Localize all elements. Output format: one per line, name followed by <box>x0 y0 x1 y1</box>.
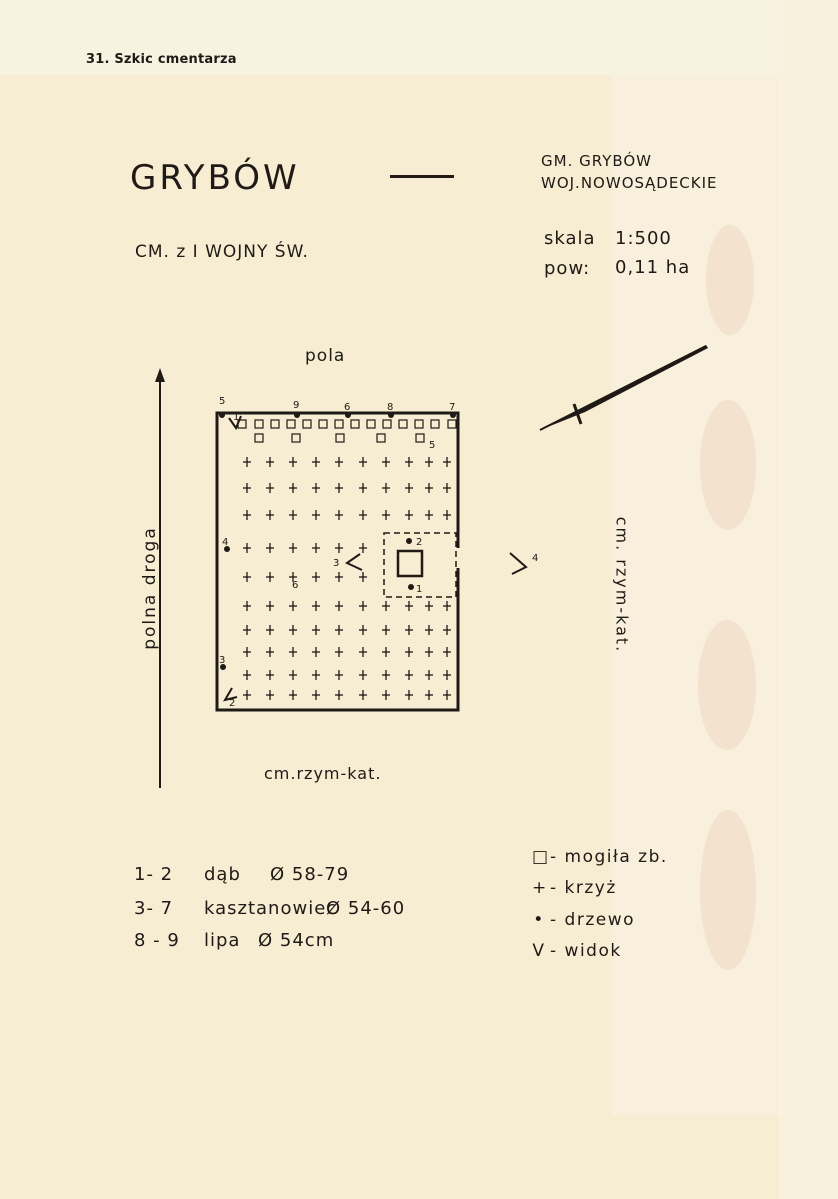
tree-number-label: 4 <box>222 537 229 548</box>
grave-number-label: 5 <box>429 440 436 451</box>
bottom-neighbour-label: cm.rzym-kat. <box>264 764 382 783</box>
compass-needle-icon <box>540 345 708 430</box>
north-arrow-icon <box>155 368 165 788</box>
tree-dot-icon <box>219 412 225 418</box>
cemetery-subtitle: CM. z I WOJNY ŚW. <box>135 242 309 262</box>
cross-icon: + <box>532 878 548 898</box>
scale-value: 1:500 <box>615 228 672 249</box>
key-row-cross <box>532 878 617 898</box>
district-line-2: WOJ.NOWOSĄDECKIE <box>541 174 718 192</box>
grave-square-icon <box>431 420 439 428</box>
scale-label: skala <box>544 228 596 249</box>
key-row-tree <box>532 910 635 930</box>
tree-number-label: 7 <box>449 402 456 413</box>
page-header: 31. Szkic cmentarza <box>86 52 237 67</box>
view-number-label: 1 <box>233 412 240 423</box>
tree-name: dąb <box>204 864 241 885</box>
grave-square-icon <box>335 420 343 428</box>
right-neighbour-label: cm. rzym-kat. <box>612 516 632 654</box>
grave-square-icon <box>255 420 263 428</box>
grave-square-icon <box>448 420 456 428</box>
mass-graves <box>238 420 456 442</box>
key-text: - widok <box>550 941 622 961</box>
key-text: - mogiła zb. <box>550 847 668 867</box>
grave-square-icon <box>292 434 300 442</box>
view-number-label: 2 <box>229 698 236 709</box>
left-neighbour-label: polna droga <box>140 526 160 650</box>
grave-square-icon <box>336 434 344 442</box>
view-icon <box>347 554 362 570</box>
grave-square-icon <box>287 420 295 428</box>
grave-square-icon <box>351 420 359 428</box>
grave-square-icon <box>255 434 263 442</box>
cross-number-label: 6 <box>292 580 299 591</box>
tree-name: kasztanowiec <box>204 898 338 919</box>
key-row-view <box>532 941 622 961</box>
place-title: GRYBÓW <box>130 158 300 198</box>
grave-square-icon <box>303 420 311 428</box>
map-number-labels <box>219 396 538 709</box>
tree-range: 8 - 9 <box>134 930 180 951</box>
tree-name: lipa <box>204 930 241 951</box>
tree-number-label: 3 <box>219 655 226 666</box>
view-icon <box>510 553 526 574</box>
view-number-label: 3 <box>333 558 340 569</box>
tree-dot-icon <box>408 584 414 590</box>
grave-square-icon <box>319 420 327 428</box>
tree-number-label: 5 <box>219 396 226 407</box>
grave-square-icon <box>383 420 391 428</box>
area-label: pow: <box>544 258 591 279</box>
tree-number-label: 8 <box>387 402 394 413</box>
grave-square-icon <box>416 434 424 442</box>
tree-number-label: 9 <box>293 400 300 411</box>
grave-square-icon: □ <box>532 847 550 867</box>
key-row-grave <box>532 847 668 867</box>
tree-size: Ø 54-60 <box>326 898 406 919</box>
tree-dot-icon <box>406 538 412 544</box>
key-text: - drzewo <box>550 910 636 930</box>
tree-size: Ø 58-79 <box>270 864 350 885</box>
view-icon: V <box>532 941 546 961</box>
key-text: - krzyż <box>550 878 617 898</box>
tree-size: Ø 54cm <box>258 930 335 951</box>
tree-number-label: 6 <box>344 402 351 413</box>
cross-grid <box>243 457 451 700</box>
tree-number-label: 2 <box>416 537 423 548</box>
district-line-1: GM. GRYBÓW <box>541 152 653 170</box>
tree-dot-icon <box>294 412 300 418</box>
grave-square-icon <box>377 434 385 442</box>
tree-range: 1- 2 <box>134 864 174 885</box>
top-neighbour-label: pola <box>305 346 346 366</box>
grave-square-icon <box>271 420 279 428</box>
area-value: 0,11 ha <box>615 257 691 278</box>
grave-square-icon <box>367 420 375 428</box>
tree-range: 3- 7 <box>134 898 174 919</box>
tree-dot-icon: • <box>533 910 545 930</box>
grave-square-icon <box>415 420 423 428</box>
tree-number-label: 1 <box>416 584 423 595</box>
view-number-label: 4 <box>532 553 539 564</box>
grave-square-icon <box>399 420 407 428</box>
